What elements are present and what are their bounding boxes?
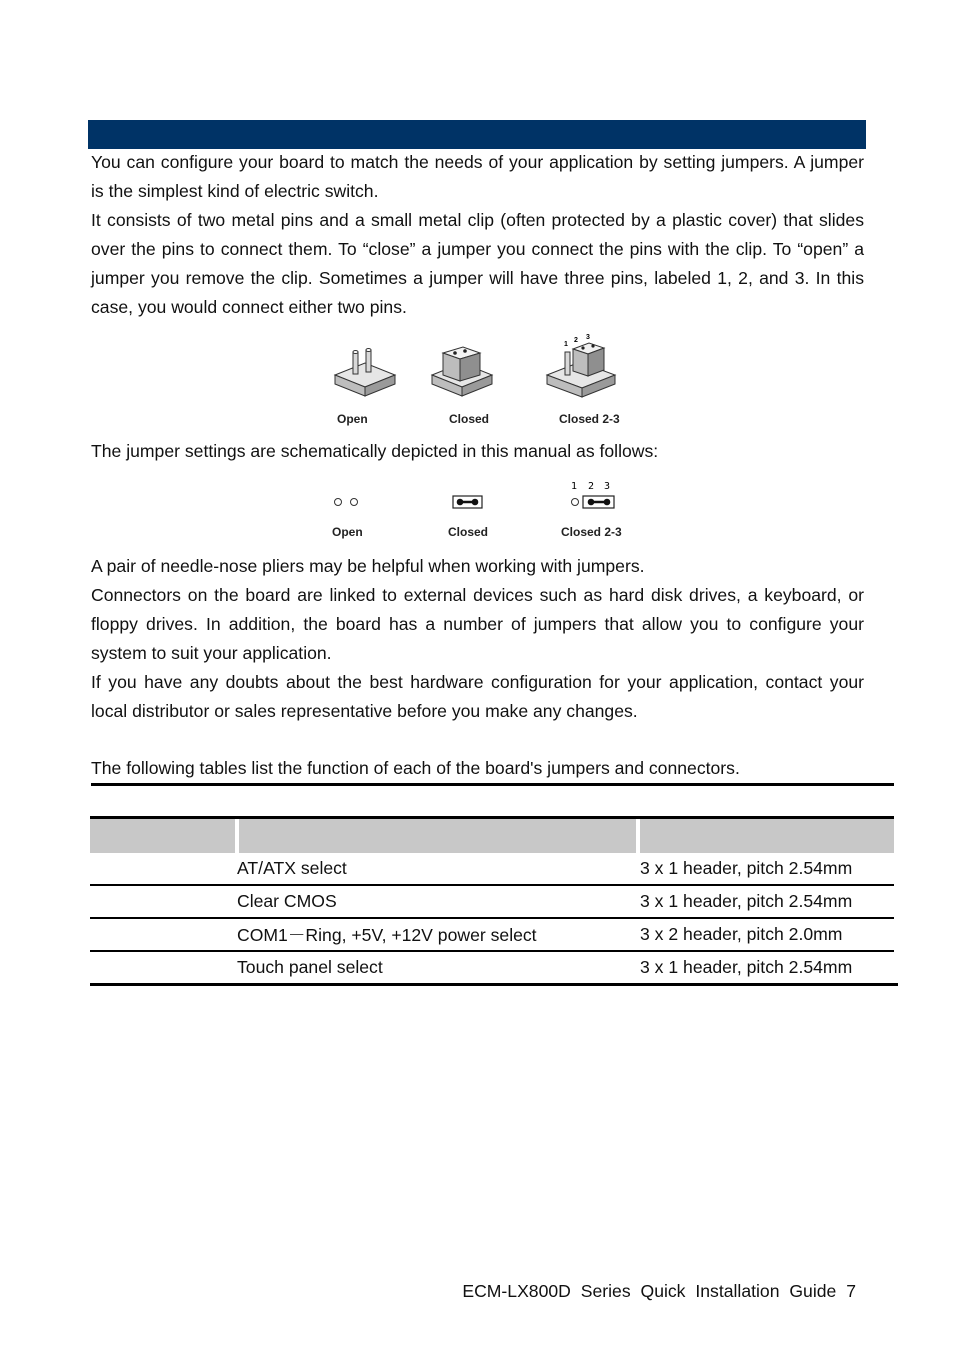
pin-number-1: 1: [564, 341, 568, 348]
tables-intro-paragraph: The following tables list the function of each of the board's jumpers and connectors.: [91, 758, 740, 778]
jumper-schematic-illustration: [325, 478, 635, 514]
table-row: [90, 952, 898, 986]
schematic-closed-2-3-icon: [572, 496, 615, 508]
table-cell-type: 3 x 1 header, pitch 2.54mm: [640, 957, 853, 977]
table-cell-function: Touch panel select: [237, 957, 383, 977]
schematic-label-closed-2-3: Closed 2-3: [561, 525, 622, 539]
figure-label-closed-2-3: Closed 2-3: [559, 412, 620, 426]
intro-paragraph-2: It consists of two metal pins and a small metal clip (often protected by a plastic cover) that slides over the pins to connect them. To “close” a jumper you connect the pins with the clip. To “open” a jumper you remove the clip. Sometimes a jumper will have three pins, labeled 1, 2, and 3. In this case, you would connect either two pins.: [91, 210, 864, 317]
table-row: [90, 853, 894, 886]
jumper-table: [90, 816, 894, 986]
schematic-open-icon: [335, 499, 358, 506]
schematic-pin-number-3: 3: [604, 481, 611, 492]
schematic-pin-number-2: 2: [588, 481, 595, 492]
pin-number-2: 2: [574, 337, 578, 344]
doubts-paragraph: If you have any doubts about the best hardware configuration for your application, contact your local distributor or sales representative before you make any changes.: [91, 672, 864, 721]
intro-paragraph-1: You can configure your board to match the needs of your application by setting jumpers. A jumper is the simplest kind of electric switch.: [91, 152, 864, 201]
schematic-label-open: Open: [332, 525, 363, 539]
section-header-bar: [88, 120, 866, 149]
schematic-label-closed: Closed: [448, 525, 489, 539]
jumper-3d-illustration: [325, 330, 635, 400]
table-cell-type: 3 x 1 header, pitch 2.54mm: [640, 858, 853, 878]
table-cell-type: 3 x 1 header, pitch 2.54mm: [640, 891, 853, 911]
table-cell-function: Clear CMOS: [237, 891, 337, 911]
schematic-pin-number-1: 1: [571, 481, 578, 492]
jumper-open-3d-icon: [335, 349, 395, 397]
table-cell-function: COM1－Ring, +5V, +12V power select: [237, 925, 537, 945]
jumper-closed-3d-icon: [432, 347, 492, 396]
table-row: [90, 919, 894, 952]
page-footer: ECM-LX800D Series Quick Installation Guide 7: [462, 1281, 856, 1301]
schematic-closed-icon: [453, 496, 482, 508]
figure-label-open: Open: [337, 412, 368, 426]
schematic-intro-text: The jumper settings are schematically depicted in this manual as follows:: [91, 441, 659, 461]
connectors-paragraph: Connectors on the board are linked to external devices such as hard disk drives, a keyboard, or floppy drives. In addition, the board has a number of jumpers that allow you to configure your system to suit your application.: [91, 585, 864, 663]
table-header-row: [90, 816, 894, 853]
table-row: [90, 886, 894, 919]
pliers-paragraph: A pair of needle-nose pliers may be helpful when working with jumpers.: [91, 556, 645, 576]
table-cell-function: AT/ATX select: [237, 858, 347, 878]
table-cell-type: 3 x 2 header, pitch 2.0mm: [640, 924, 843, 944]
pin-number-3: 3: [586, 334, 590, 341]
figure-label-closed: Closed: [449, 412, 490, 426]
jumper-closed-2-3-3d-icon: [547, 343, 615, 397]
section-divider-rule: [91, 783, 894, 786]
